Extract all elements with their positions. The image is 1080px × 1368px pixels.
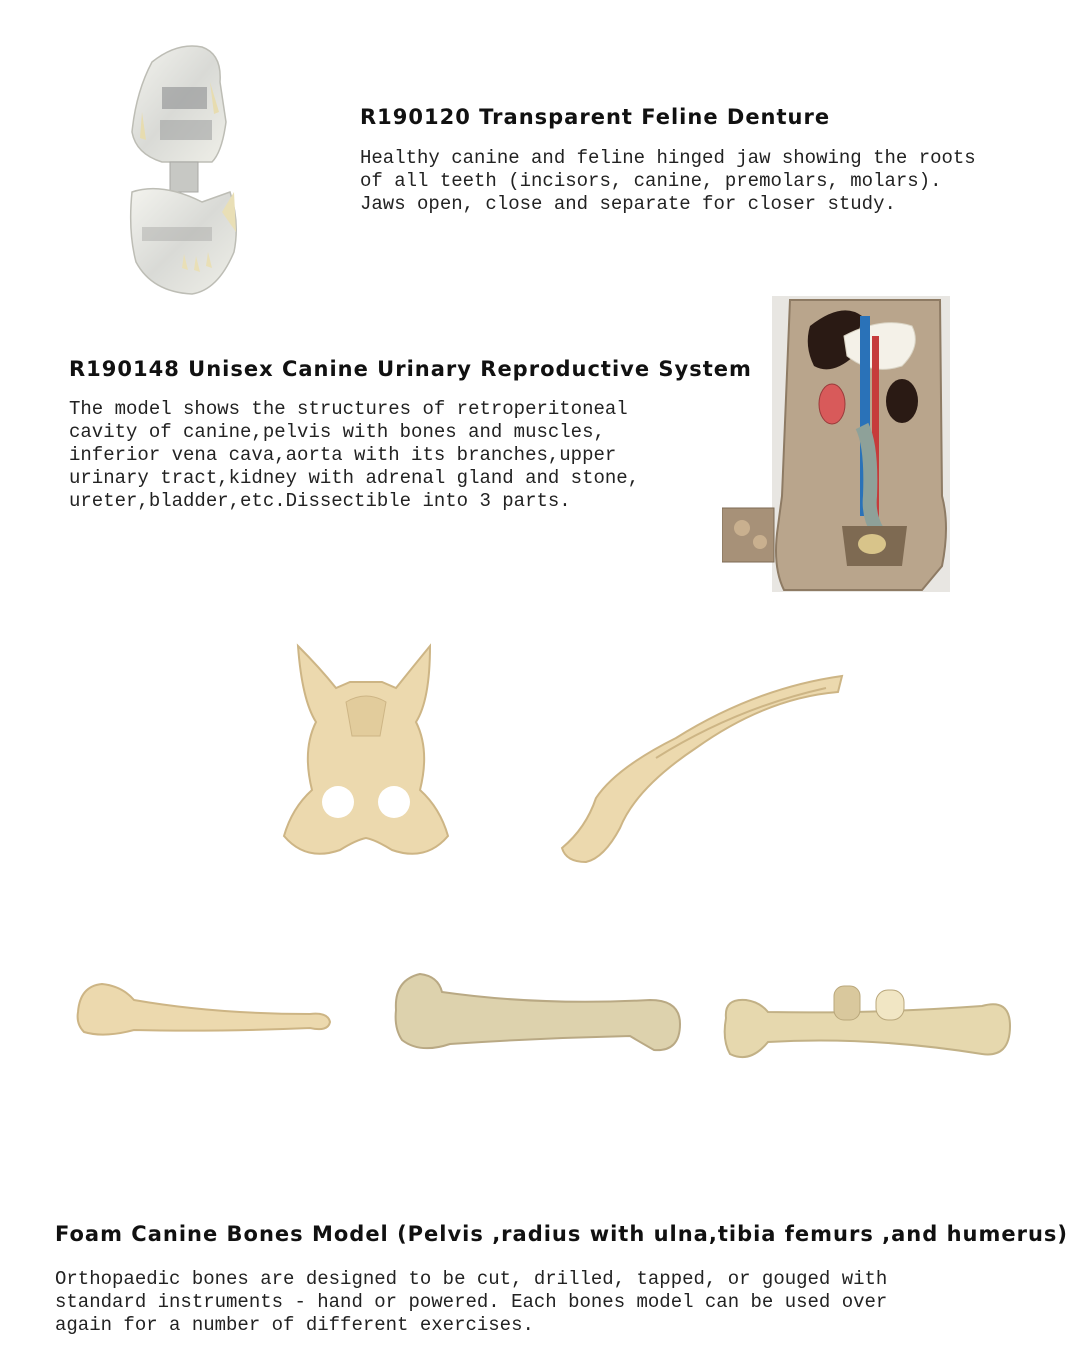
radius-ulna-bone-image <box>556 668 846 864</box>
product-description <box>69 398 639 513</box>
description-line: Healthy canine and feline hinged jaw showing the roots <box>360 147 976 169</box>
description-line: The model shows the structures of retroperitoneal <box>69 398 628 420</box>
description-line: urinary tract,kidney with adrenal gland and stone, <box>69 467 640 489</box>
product-description <box>360 147 976 216</box>
description-line: again for a number of different exercises. <box>55 1314 534 1336</box>
tibia-bone-image <box>74 978 332 1042</box>
pelvis-bone-image <box>280 640 452 865</box>
description-line: Orthopaedic bones are designed to be cut, drilled, tapped, or gouged with <box>55 1268 888 1290</box>
urinary-system-image <box>722 296 952 594</box>
product-title: Foam Canine Bones Model (Pelvis ,radius with ulna,tibia femurs ,and humerus) <box>55 1222 1069 1246</box>
product-title: R190120 Transparent Feline Denture <box>360 105 831 129</box>
description-line: cavity of canine,pelvis with bones and muscles, <box>69 421 605 443</box>
femur-bone-image <box>390 970 684 1058</box>
description-line: ureter,bladder,etc.Dissectible into 3 parts. <box>69 490 571 512</box>
description-line: inferior vena cava,aorta with its branches,upper <box>69 444 617 466</box>
product-description <box>55 1268 887 1337</box>
description-line: Jaws open, close and separate for closer study. <box>360 193 896 215</box>
description-line: standard instruments - hand or powered. Each bones model can be used over <box>55 1291 888 1313</box>
denture-image <box>122 42 262 300</box>
description-line: of all teeth (incisors, canine, premolars, molars). <box>360 170 942 192</box>
humerus-bone-image <box>720 980 1014 1064</box>
product-title: R190148 Unisex Canine Urinary Reproductive System <box>69 357 752 381</box>
